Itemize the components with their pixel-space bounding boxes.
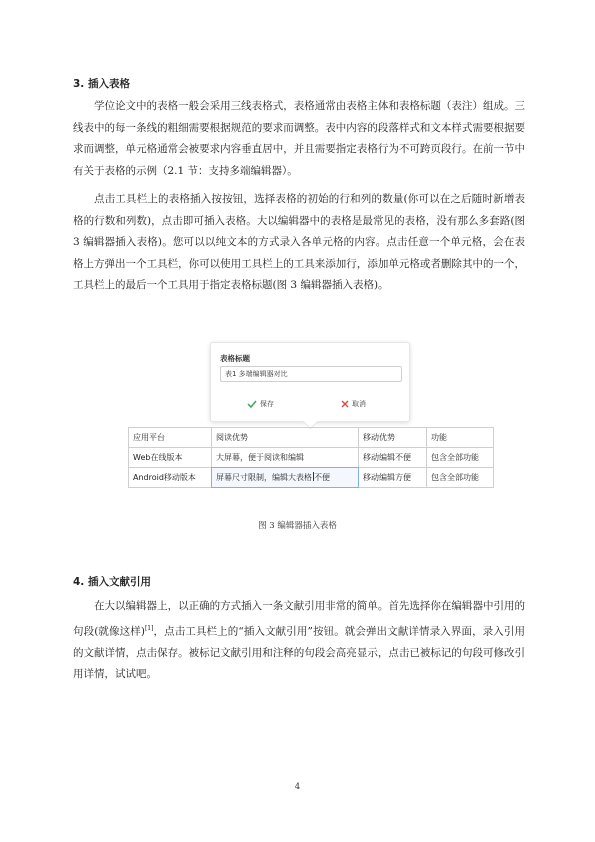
selected-table-cell[interactable] [212,468,359,488]
table-cell[interactable]: 大屏幕，便于阅读和编辑 [212,448,359,468]
cell-text-after-caret: 不便 [314,473,330,482]
table-header-cell[interactable]: 功能 [427,428,494,448]
section-3-paragraph-1: 学位论文中的表格一般会采用三线表格式，表格通常由表格主体和表格标题（表注）组成。三线表中的每一条线的粗细需要根据规范的要求而调整。表中内容的段落样式和文本样式需要根据要求而调整，单元格通常会被要求内容垂直居中，并且需要指定表格行为不可跨页段行。在前一节中有关于表格的示例（2.1 节：支持多端编辑器）。 [73,100,525,177]
cancel-button[interactable] [341,399,366,409]
paragraph-text: ，点击工具栏上的“插入文献引用”按钮。就会弹出文献详情录入界面，录入引用的文献详情，点击保存。被标记文献引用和注释的句段会高亮显示，点击已被标记的句段可修改引用详情，试试吧。 [73,625,525,680]
cancel-button-label: 取消 [352,400,366,408]
save-button-label: 保存 [260,400,274,408]
section-4-paragraph [73,596,525,686]
section-3-paragraph-2: 点击工具栏上的表格插入按按钮，选择表格的初始的行和列的数量(你可以在之后随时新增表格的行数和列数)，点击即可插入表格。大以编辑器中的表格是最常见的表格，没有那么多套路(图 3 编辑器插入表格)。您可以以纯文本的方式录入各单元格的内容。点击任意一个单元格，会在表格上方弹出一个工具栏，你可以使用工具栏上的工具来添加行，添加单元格或者删除其中的一个，工具栏上的最后一个工具用于指定表格标题(图 3 编辑器插入表格)。 [73,193,525,291]
table-cell[interactable]: Android移动版本 [129,468,212,488]
table-header-cell[interactable]: 移动优势 [359,428,427,448]
paragraph-text: 在大以编辑器上，以正确的方式插入一条文献引用非常的简单。首先选择你在编辑器中引用的句段(就像这样) [73,600,525,637]
check-icon [247,400,257,408]
table-cell[interactable]: 包含全部功能 [427,448,494,468]
table-cell[interactable]: Web在线版本 [129,448,212,468]
table-cell[interactable]: 移动编辑不便 [359,448,427,468]
table-cell[interactable]: 包含全部功能 [427,468,494,488]
close-icon [341,400,349,408]
page-number: 4 [294,782,301,792]
table-header-cell[interactable]: 应用平台 [129,428,212,448]
section-4-heading: 4. 插入文献引用 [73,576,151,588]
save-button[interactable] [247,399,274,409]
table-caption-popup [210,342,410,422]
figure-caption: 图 3 编辑器插入表格 [258,521,337,531]
table-caption-input[interactable]: 表1 多端编辑器对比 [220,366,402,382]
table-cell[interactable]: 移动编辑方便 [359,468,427,488]
cell-text-before-caret: 屏幕尺寸限制，编辑大表格 [216,473,312,482]
editor-table [128,427,494,488]
section-3-heading: 3. 插入表格 [73,78,130,90]
table-row [129,448,494,468]
popup-title: 表格标题 [220,354,250,363]
citation-marker[interactable]: [1] [144,624,154,632]
table-header-cell[interactable]: 阅读优势 [212,428,359,448]
table-header-row [129,428,494,448]
table-row [129,468,494,488]
